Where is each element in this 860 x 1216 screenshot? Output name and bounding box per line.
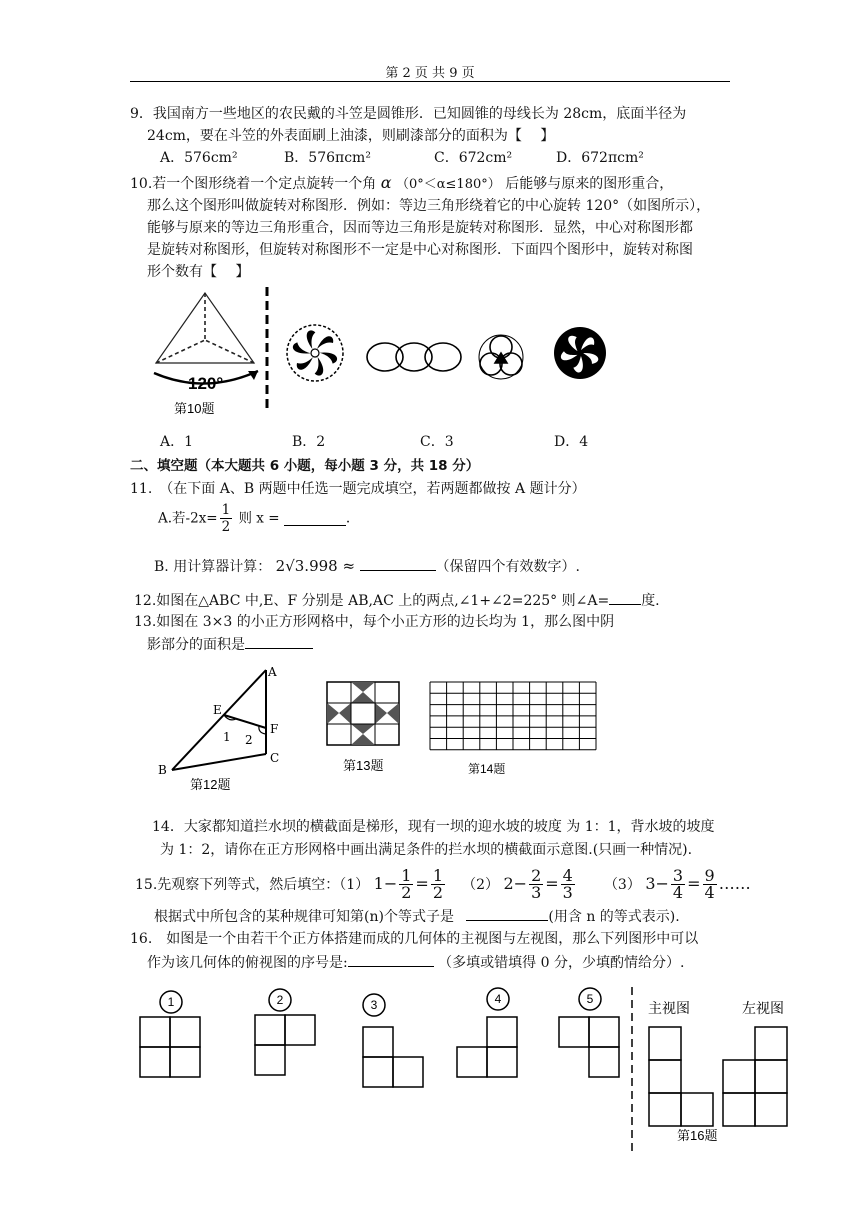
frac-numerator: 1 (221, 502, 231, 518)
option-number-4: 4 (494, 992, 502, 1006)
frac-numerator: 4 (562, 866, 573, 885)
frac-denominator: 4 (672, 883, 684, 902)
q15-line2-a: 根据式中所包含的某种规律可知第(n)个等式子是 (154, 909, 454, 925)
q13-grid-figure (325, 680, 415, 780)
q11-a-answer-blank[interactable] (284, 511, 346, 526)
q15-label-3: （3） (603, 877, 641, 893)
q10-option-d: D．4 (554, 434, 589, 450)
label-a: A (268, 665, 277, 679)
q15-line2-b: (用含 n 的等式表示). (548, 909, 680, 925)
trefoil-figure (479, 335, 523, 379)
q14-line1: 14．大家都知道拦水坝的横截面是梯形，现有一坝的迎水坡的坡度 为 1：1，背水坡的坡度 (152, 819, 715, 835)
q15-line1 (135, 862, 751, 907)
ellipsis: …… (718, 874, 751, 893)
q12-triangle-figure (150, 662, 300, 792)
eq3-fraction-right (703, 868, 717, 901)
frac-denominator: 4 (704, 883, 715, 902)
q15-label-2: （2） (462, 877, 500, 893)
q10-option-a: A．1 (160, 434, 194, 450)
q12-line (134, 590, 660, 611)
q10-line1-b: 后能够与原来的图形重合， (505, 176, 674, 192)
q14-grid-lines (430, 682, 596, 750)
q11-a-end: . (345, 510, 351, 527)
eq2-fraction-left (529, 868, 543, 901)
q16-line1: 16. 如图是一个由若干个正方体搭建而成的几何体的主视图与左视图，那么下列图形中可以 (130, 931, 699, 947)
q15-eq1: 1− $\frac{1}{2}$ = $\frac{1}{2}$ (373, 866, 443, 902)
q11-b-prefix: B. 用计算器计算： (154, 559, 272, 575)
eq1-fraction-left (399, 868, 413, 901)
q13-caption: 第13题 (343, 758, 384, 773)
frac-denominator: 2 (432, 883, 443, 902)
q16-line2-a: 作为该几何体的俯视图的序号是: (147, 955, 348, 971)
q11-a-prefix: A.若-2x= (158, 510, 218, 527)
label-angle-1: 1 (223, 730, 231, 744)
q10-figures (140, 285, 640, 420)
alpha-symbol: α (380, 173, 392, 192)
label-c: C (270, 751, 280, 765)
q11-b-expression: 2√3.998 ≈ (275, 557, 356, 575)
q11-b-line (154, 556, 580, 577)
frac-denominator: 3 (531, 883, 542, 902)
eq1-whole: 1 (373, 874, 384, 893)
angle-label: 120° (188, 374, 224, 393)
q10-line1-a: 10.若一个图形绕着一个定点旋转一个角 (130, 176, 377, 192)
frac-denominator: 3 (562, 883, 573, 902)
q15-line2 (154, 906, 680, 927)
q9-option-b: B．576πcm² (284, 150, 371, 166)
eq1-fraction-right (431, 868, 445, 901)
q14-grid-figure (428, 680, 603, 780)
eq3-fraction-left (671, 868, 685, 901)
section-title: 二、填空题（本大题共 6 小题，每小题 3 分，共 18 分） (130, 458, 480, 474)
label-b: B (158, 763, 167, 777)
q9-option-d: D．672πcm² (556, 150, 644, 166)
q10-line3: 能够与原来的等边三角形重合，因而等边三角形是旋转对称图形．显然，中心对称图形都 (147, 220, 693, 236)
eq2-whole: 2 (503, 874, 514, 893)
option-number-5: 5 (586, 992, 594, 1006)
q15-eq2: 2− $\frac{2}{3}$ = $\frac{4}{3}$ (503, 866, 573, 902)
q16-line2-b: （多填或错填得 0 分，少填酌情给分）. (438, 955, 685, 971)
q14-line2: 为 1：2，请你在正方形网格中画出满足条件的拦水坝的横截面示意图.(只画一种情况). (160, 842, 693, 858)
option-number-2: 2 (276, 993, 284, 1007)
flower-disc-figure (554, 327, 606, 379)
q11-a-suffix: 则 x = (238, 510, 280, 527)
frac-numerator: 2 (531, 866, 542, 885)
q12-unit: 度. (641, 593, 660, 609)
q12-answer-blank[interactable] (609, 590, 641, 605)
q16-line2 (147, 952, 684, 973)
q10-option-c: C．3 (420, 434, 454, 450)
q10-line4: 是旋转对称图形，但旋转对称图形不一定是中心对称图形．下面四个图形中，旋转对称图 (147, 242, 693, 258)
label-angle-2: 2 (245, 733, 253, 747)
q10-line1 (130, 173, 673, 195)
q13-text: 影部分的面积是 (147, 637, 245, 653)
q16-answer-blank[interactable] (348, 952, 434, 967)
q13-line2 (147, 634, 313, 655)
q11-b-answer-blank[interactable] (360, 556, 436, 571)
q16-caption: 第16题 (677, 1128, 718, 1143)
frac-numerator: 9 (704, 866, 715, 885)
q9-option-a: A．576cm² (160, 150, 238, 166)
q14-caption: 第14题 (468, 762, 506, 776)
q12-caption: 第12题 (190, 777, 231, 792)
q10-line2: 那么这个图形叫做旋转对称图形．例如：等边三角形绕着它的中心旋转 120°（如图所示）， (147, 198, 711, 214)
label-e: E (213, 703, 222, 717)
frac-denominator: 2 (401, 883, 412, 902)
q16-views-figure (130, 985, 810, 1160)
q9-option-c: C．672cm² (434, 150, 513, 166)
q11-intro: 11. （在下面 A、B 两题中任选一题完成填空，若两题都做按 A 题计分） (130, 481, 586, 497)
q10-caption: 第10题 (174, 401, 215, 416)
q11-b-suffix: （保留四个有效数字）. (435, 559, 580, 575)
eq3-whole: 3 (645, 874, 656, 893)
q13-line1: 13.如图在 3×3 的小正方形网格中，每个小正方形的边长均为 1，那么图中阴 (134, 614, 615, 630)
q10-option-b: B．2 (292, 434, 326, 450)
q9-line1: 9．我国南方一些地区的农民戴的斗笠是圆锥形．已知圆锥的母线长为 28cm，底面半径为 (130, 106, 687, 122)
q11-a-fraction (220, 502, 233, 535)
page-header: 第 2 页 共 9 页 (385, 66, 475, 81)
q10-line5: 形个数有【 】 (147, 264, 250, 280)
q15-answer-blank[interactable] (466, 906, 548, 921)
rings-figure (367, 343, 461, 371)
frac-numerator: 1 (432, 866, 443, 885)
label-f: F (270, 722, 279, 736)
q15-eq3: 3− $\frac{3}{4}$ = $\frac{9}{4}$ …… (645, 866, 751, 902)
frac-numerator: 1 (401, 866, 412, 885)
q9-line2: 24cm，要在斗笠的外表面刷上油漆，则刷漆部分的面积为【 】 (147, 128, 555, 144)
q15-prefix: 15.先观察下列等式，然后填空：（1） (135, 877, 370, 893)
triangle-figure (154, 293, 258, 416)
header-rule (130, 81, 730, 82)
pinwheel-figure (287, 325, 343, 381)
eq2-fraction-right (561, 868, 575, 901)
frac-denominator: 2 (221, 519, 231, 535)
q13-answer-blank[interactable] (245, 634, 313, 649)
q12-text: 12.如图在△ABC 中,E、F 分别是 AB,AC 上的两点,∠1+∠2=225° 则∠A= (134, 593, 610, 609)
option-number-3: 3 (370, 998, 378, 1012)
main-view-label: 主视图 (648, 1000, 690, 1016)
q11-a-line (158, 502, 350, 535)
angle-condition: （0°＜α≤180°） (395, 177, 501, 192)
frac-numerator: 3 (672, 866, 684, 885)
left-view-label: 左视图 (742, 1000, 784, 1016)
option-number-1: 1 (167, 995, 175, 1009)
